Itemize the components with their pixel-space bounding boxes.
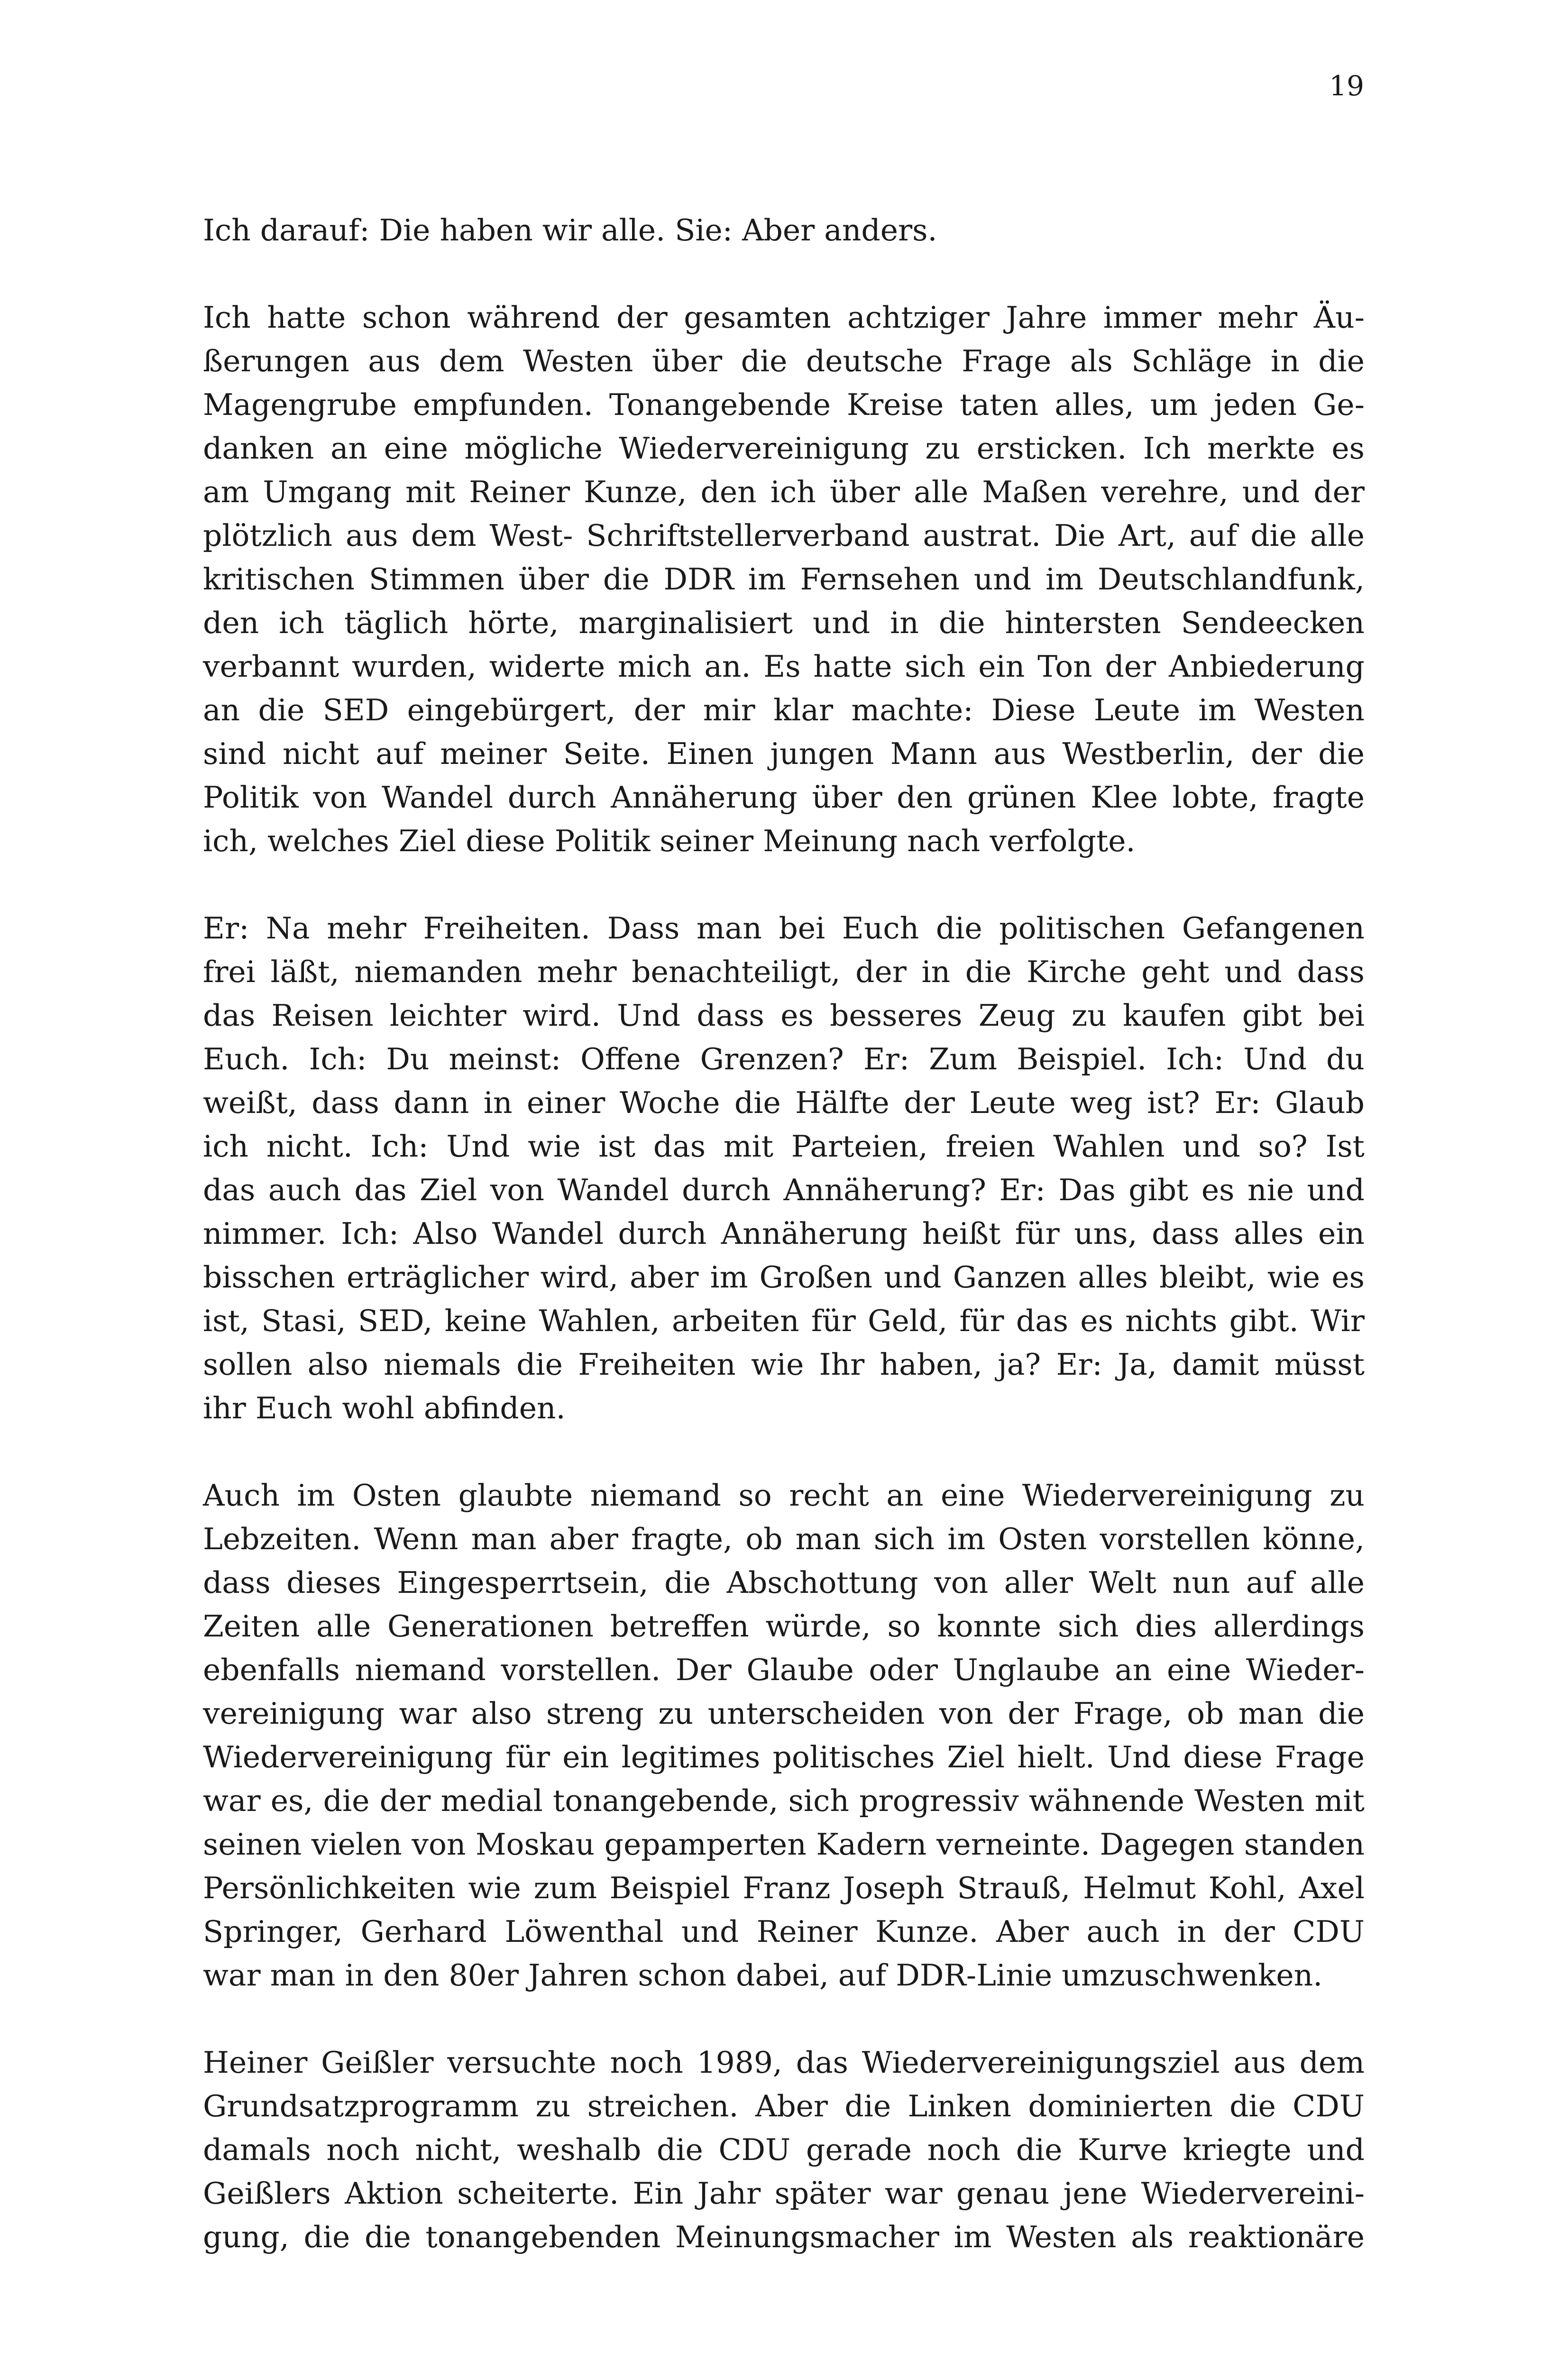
page-number: 19 [1329,70,1364,102]
text-line: dass dieses Eingesperrtsein, die Abschottung von aller Welt nun auf alle [203,1565,1365,1600]
text-line: ist, Stasi, SED, keine Wahlen, arbeiten für Geld, für das es nichts gibt. Wir [203,1304,1365,1338]
text-line: war man in den 80er Jahren schon dabei, auf DDR-Linie umzuschwenken. [203,1958,1323,1993]
text-line: Er: Na mehr Freiheiten. Dass man bei Euch die politischen Gefangenen [203,911,1365,946]
paragraph [203,2041,1365,2259]
text-line: Magengrube empfunden. Tonangebende Kreise taten alles, um jeden Ge- [203,387,1365,422]
text-line: damals noch nicht, weshalb die CDU gerade noch die Kurve kriegte und [203,2132,1365,2167]
text-line: weißt, dass dann in einer Woche die Hälfte der Leute weg ist? Er: Glaub [203,1085,1365,1120]
text-line: den ich täglich hörte, marginalisiert und in die hintersten Sendeecken [203,606,1365,640]
text-line: Ich darauf: Die haben wir alle. Sie: Aber anders. [203,213,937,248]
text-line: sind nicht auf meiner Seite. Einen jungen Mann aus Westberlin, der die [203,736,1365,771]
text-line: das auch das Ziel von Wandel durch Annäherung? Er: Das gibt es nie und [203,1173,1365,1207]
text-line: danken an eine mögliche Wiedervereinigung zu ersticken. Ich merkte es [203,431,1365,466]
text-line: gung, die die tonangebenden Meinungsmacher im Westen als reaktionäre [203,2220,1365,2254]
text-line: war es, die der medial tonangebende, sich progressiv wähnende Westen mit [203,1783,1365,1818]
paragraph [203,209,1365,252]
text-line: Geißlers Aktion scheiterte. Ein Jahr später war genau jene Wiedervereini- [203,2176,1365,2211]
text-line: Ich hatte schon während der gesamten achtziger Jahre immer mehr Äu- [203,300,1365,335]
text-line: verbannt wurden, widerte mich an. Es hatte sich ein Ton der Anbiederung [203,649,1365,684]
text-line: sollen also niemals die Freiheiten wie Ihr haben, ja? Er: Ja, damit müsst [203,1347,1365,1382]
text-line: Heiner Geißler versuchte noch 1989, das Wiedervereinigungsziel aus dem [203,2045,1365,2080]
text-line: bisschen erträglicher wird, aber im Großen und Ganzen alles bleibt, wie es [203,1260,1365,1295]
text-line: ßerungen aus dem Westen über die deutsche Frage als Schläge in die [203,344,1365,378]
body-text [203,209,1365,2303]
text-line: Auch im Osten glaubte niemand so recht an eine Wiedervereinigung zu [203,1478,1365,1513]
text-line: seinen vielen von Moskau gepamperten Kadern verneinte. Dagegen standen [203,1827,1365,1862]
text-line: ich nicht. Ich: Und wie ist das mit Parteien, freien Wahlen und so? Ist [203,1129,1365,1164]
text-line: Wiedervereinigung für ein legitimes politisches Ziel hielt. Und diese Frage [203,1740,1365,1774]
text-line: an die SED eingebürgert, der mir klar machte: Diese Leute im Westen [203,693,1365,727]
paragraph [203,907,1365,1430]
text-line: ich, welches Ziel diese Politik seiner Meinung nach verfolgte. [203,824,1136,858]
text-line: Grundsatzprogramm zu streichen. Aber die Linken dominierten die CDU [203,2089,1365,2123]
text-line: Euch. Ich: Du meinst: Offene Grenzen? Er: Zum Beispiel. Ich: Und du [203,1042,1365,1076]
text-line: Politik von Wandel durch Annäherung über den grünen Klee lobte, fragte [203,780,1365,815]
text-line: am Umgang mit Reiner Kunze, den ich über alle Maßen verehre, und der [203,475,1365,509]
text-line: das Reisen leichter wird. Und dass es besseres Zeug zu kaufen gibt bei [203,998,1365,1033]
text-line: Lebzeiten. Wenn man aber fragte, ob man sich im Osten vorstellen könne, [203,1522,1365,1556]
text-line: Persönlichkeiten wie zum Beispiel Franz Joseph Strauß, Helmut Kohl, Axel [203,1871,1365,1905]
text-line: ebenfalls niemand vorstellen. Der Glaube oder Unglaube an eine Wieder- [203,1653,1365,1687]
text-line: nimmer. Ich: Also Wandel durch Annäherung heißt für uns, dass alles ein [203,1216,1365,1251]
text-line: kritischen Stimmen über die DDR im Fernsehen und im Deutschlandfunk, [203,562,1365,597]
text-line: vereinigung war also streng zu unterscheiden von der Frage, ob man die [203,1696,1365,1731]
text-line: Springer, Gerhard Löwenthal und Reiner Kunze. Aber auch in der CDU [203,1914,1365,1949]
text-line: ihr Euch wohl abfinden. [203,1391,566,1425]
text-line: frei läßt, niemanden mehr benachteiligt, der in die Kirche geht und dass [203,955,1365,989]
paragraph [203,296,1365,863]
text-line: Zeiten alle Generationen betreffen würde, so konnte sich dies allerdings [203,1609,1365,1644]
paragraph [203,1474,1365,1997]
text-line: plötzlich aus dem West- Schriftstellerverband austrat. Die Art, auf die alle [203,518,1365,553]
